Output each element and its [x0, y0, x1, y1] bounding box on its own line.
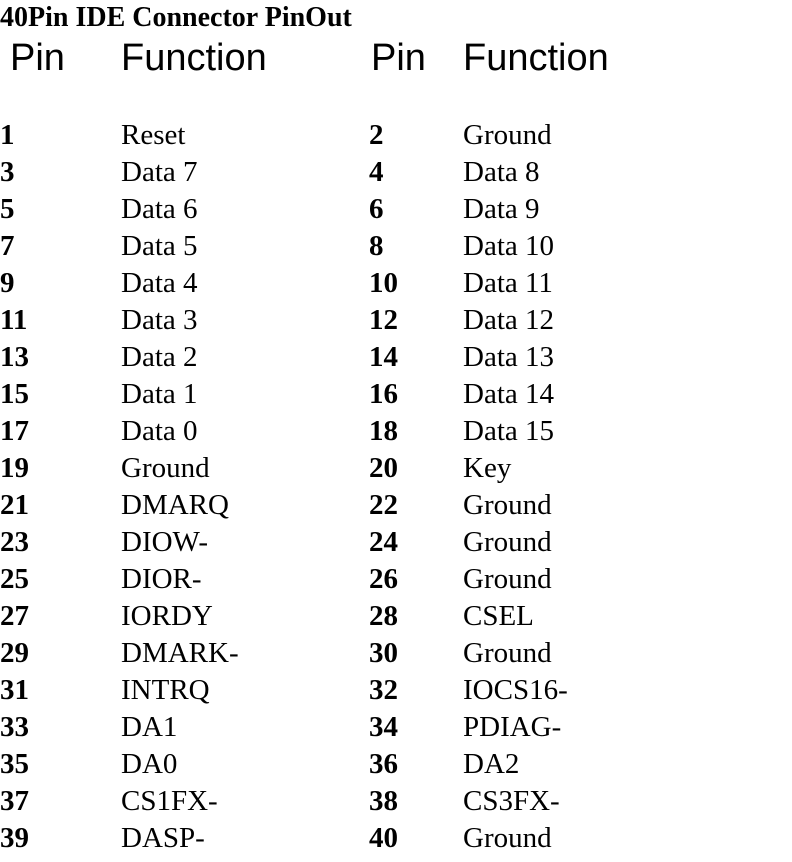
pin-number-right: 40: [369, 822, 398, 854]
pin-number-left: 13: [0, 341, 29, 373]
table-row: [0, 487, 792, 524]
pin-function-right: Data 10: [463, 230, 554, 262]
table-row: [0, 191, 792, 228]
pin-number-left: 9: [0, 267, 15, 299]
table-row: [0, 154, 792, 191]
pin-number-left: 1: [0, 119, 15, 151]
pin-function-right: Data 9: [463, 193, 540, 225]
pin-number-left: 31: [0, 674, 29, 706]
pin-number-right: 36: [369, 748, 398, 780]
pin-function-right: Ground: [463, 489, 552, 521]
pin-function-left: DA0: [121, 748, 178, 780]
pinout-table: [0, 117, 792, 857]
header-pin-right: Pin: [371, 37, 426, 79]
header-function-left: Function: [121, 37, 267, 79]
pin-number-right: 4: [369, 156, 384, 188]
pin-function-left: IORDY: [121, 600, 213, 632]
table-row: [0, 746, 792, 783]
pin-number-left: 23: [0, 526, 29, 558]
table-row: [0, 339, 792, 376]
pin-number-left: 19: [0, 452, 29, 484]
table-row: [0, 228, 792, 265]
pin-function-right: Data 14: [463, 378, 554, 410]
document-title: 40Pin IDE Connector PinOut: [0, 2, 352, 33]
pin-function-left: INTRQ: [121, 674, 210, 706]
table-row: [0, 117, 792, 154]
table-row: [0, 709, 792, 746]
pin-function-right: Data 13: [463, 341, 554, 373]
pin-function-right: Data 11: [463, 267, 553, 299]
pin-number-left: 21: [0, 489, 29, 521]
pin-number-right: 32: [369, 674, 398, 706]
pin-function-right: DA2: [463, 748, 520, 780]
table-row: [0, 524, 792, 561]
pin-function-right: Ground: [463, 526, 552, 558]
pin-function-right: Ground: [463, 563, 552, 595]
table-row: [0, 598, 792, 635]
table-row: [0, 450, 792, 487]
pin-function-right: Data 8: [463, 156, 540, 188]
pin-number-left: 25: [0, 563, 29, 595]
pin-number-left: 3: [0, 156, 15, 188]
pin-function-left: DA1: [121, 711, 178, 743]
pin-function-left: Data 0: [121, 415, 198, 447]
table-row: [0, 783, 792, 820]
pin-function-right: Ground: [463, 822, 552, 854]
pin-function-left: DMARQ: [121, 489, 229, 521]
pin-number-left: 33: [0, 711, 29, 743]
pin-function-left: Reset: [121, 119, 186, 151]
pin-number-left: 35: [0, 748, 29, 780]
table-row: [0, 413, 792, 450]
pin-function-left: DMARK-: [121, 637, 239, 669]
pin-function-left: DIOW-: [121, 526, 208, 558]
pin-number-right: 22: [369, 489, 398, 521]
pin-function-left: Data 5: [121, 230, 198, 262]
pin-number-left: 11: [0, 304, 28, 336]
pin-function-left: CS1FX-: [121, 785, 218, 817]
pin-number-right: 8: [369, 230, 384, 262]
table-row: [0, 635, 792, 672]
header-function-right: Function: [463, 37, 609, 79]
pin-function-right: Key: [463, 452, 512, 484]
pin-function-right: Data 12: [463, 304, 554, 336]
pin-number-left: 37: [0, 785, 29, 817]
pin-number-left: 39: [0, 822, 29, 854]
pin-function-right: Data 15: [463, 415, 554, 447]
pin-function-left: Data 4: [121, 267, 198, 299]
pin-function-right: Ground: [463, 119, 552, 151]
pin-function-left: Data 7: [121, 156, 198, 188]
table-row: [0, 376, 792, 413]
pin-function-left: DIOR-: [121, 563, 202, 595]
pin-number-right: 16: [369, 378, 398, 410]
pin-function-right: IOCS16-: [463, 674, 568, 706]
table-row: [0, 265, 792, 302]
pin-number-left: 5: [0, 193, 15, 225]
table-row: [0, 561, 792, 598]
pin-function-left: Data 6: [121, 193, 198, 225]
pin-number-right: 24: [369, 526, 398, 558]
pin-number-left: 29: [0, 637, 29, 669]
pin-number-right: 10: [369, 267, 398, 299]
pin-number-right: 2: [369, 119, 384, 151]
pin-number-left: 27: [0, 600, 29, 632]
pin-number-right: 38: [369, 785, 398, 817]
pin-function-left: DASP-: [121, 822, 205, 854]
pin-number-left: 17: [0, 415, 29, 447]
pin-number-right: 18: [369, 415, 398, 447]
header-pin-left: Pin: [10, 37, 65, 79]
pin-function-right: CSEL: [463, 600, 534, 632]
pin-number-right: 30: [369, 637, 398, 669]
pin-number-right: 26: [369, 563, 398, 595]
pin-number-left: 15: [0, 378, 29, 410]
pin-number-right: 20: [369, 452, 398, 484]
pin-function-right: CS3FX-: [463, 785, 560, 817]
pin-function-right: PDIAG-: [463, 711, 562, 743]
pin-function-left: Data 1: [121, 378, 198, 410]
pin-function-right: Ground: [463, 637, 552, 669]
pin-function-left: Data 2: [121, 341, 198, 373]
table-row: [0, 672, 792, 709]
pin-number-right: 34: [369, 711, 398, 743]
pin-number-left: 7: [0, 230, 15, 262]
pin-function-left: Ground: [121, 452, 210, 484]
table-row: [0, 820, 792, 857]
pin-number-right: 12: [369, 304, 398, 336]
pin-number-right: 6: [369, 193, 384, 225]
table-row: [0, 302, 792, 339]
pin-number-right: 28: [369, 600, 398, 632]
pin-function-left: Data 3: [121, 304, 198, 336]
pin-number-right: 14: [369, 341, 398, 373]
